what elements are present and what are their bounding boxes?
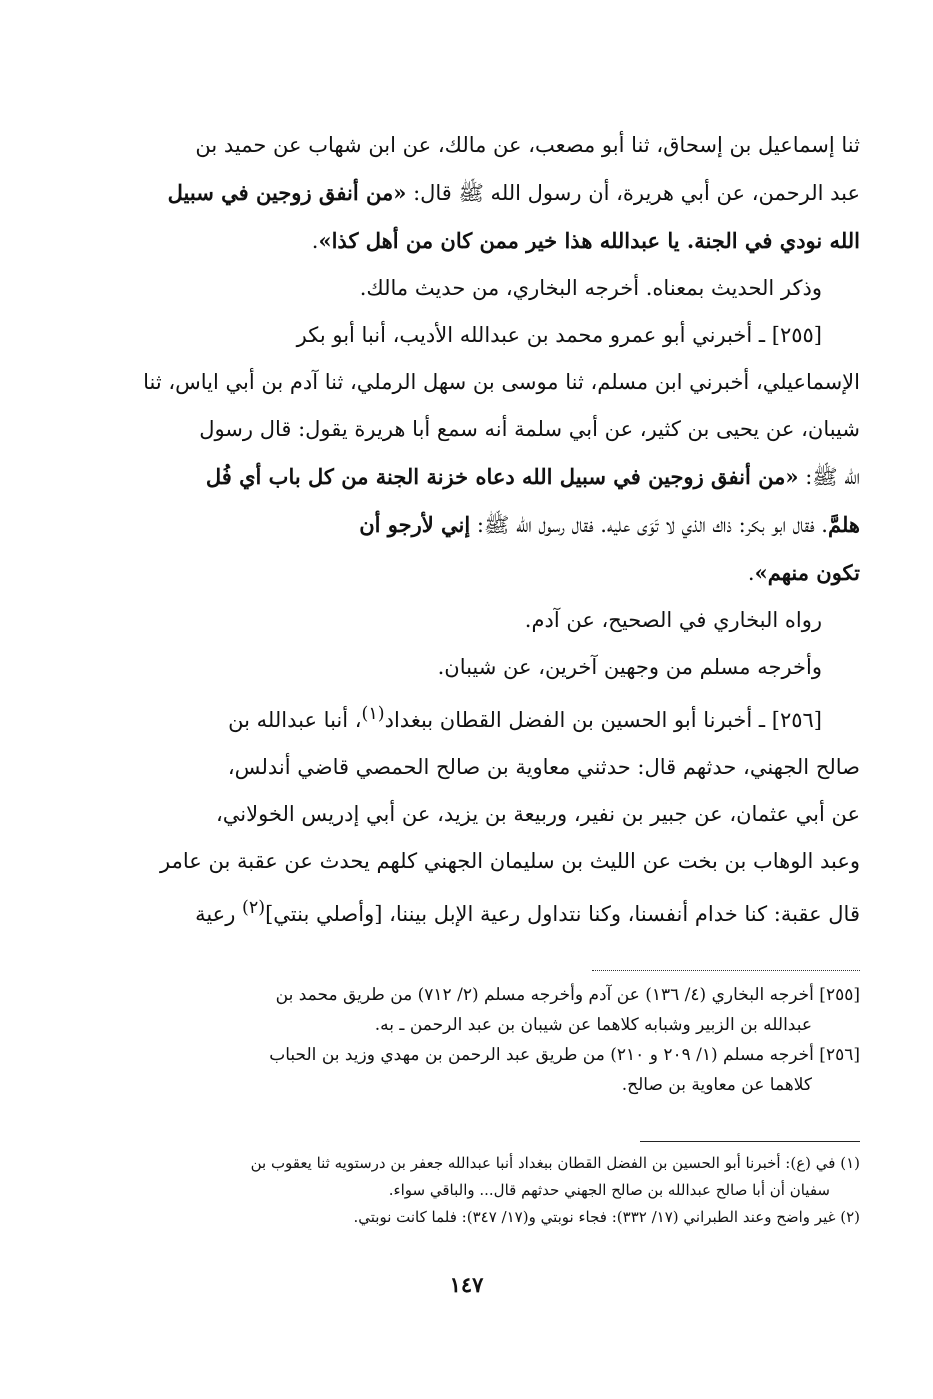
footnote-ref-2: (٢) bbox=[242, 898, 266, 918]
text-line: وعبد الوهاب بن بخت عن الليث بن سليمان الجهني كلهم يحدث عن عقبة بن عامر bbox=[160, 849, 860, 873]
text-line: تكون منهم». bbox=[747, 560, 860, 585]
footnote-line: (٢) غير واضح وعند الطبراني (١٧/ ٣٣٢): فجاء نوبتي و(١٧/ ٣٤٧): فلما كانت نوبتي. bbox=[353, 1208, 860, 1226]
text-line: الله ﷺ: «من أنفق زوجين في سبيل الله دعاه خزنة الجنة من كل باب أي فُل bbox=[205, 464, 860, 489]
takhrij-line: [٢٥٥] أخرجه البخاري (٤/ ١٣٦) عن آدم وأخرجه مسلم (٢/ ٧١٢) من طريق محمد بن bbox=[275, 985, 860, 1005]
text-line: الله نودي في الجنة. يا عبدالله هذا خير ممن كان من أهل كذا». bbox=[311, 228, 860, 253]
main-text bbox=[118, 122, 860, 938]
takhrij-line: كلاهما عن معاوية بن صالح. bbox=[621, 1075, 812, 1095]
takhrij-separator bbox=[592, 970, 860, 971]
text-line: عن أبي عثمان، عن جبير بن نفير، وربيعة بن يزيد، عن أبي إدريس الخولاني، bbox=[216, 802, 860, 826]
takhrij-line: [٢٥٦] أخرجه مسلم (١/ ٢٠٩ و ٢١٠) من طريق عبد الرحمن بن مهدي وزيد بن الحباب bbox=[269, 1045, 860, 1065]
takhrij-notes bbox=[118, 980, 860, 1100]
text-line: قال عقبة: كنا خدام أنفسنا، وكنا نتداول رعية الإبل بيننا، [وأصلي بنتي]$^{(٢)}$ رعية bbox=[195, 898, 860, 926]
text-line: رواه البخاري في الصحيح، عن آدم. bbox=[524, 608, 822, 632]
footnote-line: سفيان أن أبا صالح عبدالله بن صالح الجهني حدثهم قال... والباقي سواء. bbox=[388, 1181, 830, 1199]
text-line: وأخرجه مسلم من وجهين آخرين، عن شيبان. bbox=[437, 655, 822, 679]
text-line: هلمَّ. فقال ابو بكر: ذاك الذي لا تَوَى عليه. فقال رسول الله ﷺ: إني لأرجو أن bbox=[359, 512, 860, 537]
text-line: صالح الجهني، حدثهم قال: حدثني معاوية بن صالح الحمصي قاضي أندلس، bbox=[227, 755, 860, 779]
text-line: الإسماعيلي، أخبرني ابن مسلم، ثنا موسى بن سهل الرملي، ثنا آدم بن أبي اياس، ثنا bbox=[143, 370, 860, 394]
hadith-256-start: [٢٥٦] ـ أخبرنا أبو الحسين بن الفضل القطان ببغداد$^{(١)}$، أنبا عبدالله بن bbox=[228, 704, 822, 732]
page-number: ١٤٧ bbox=[449, 1272, 484, 1297]
text-line: شيبان، عن يحيى بن كثير، عن أبي سلمة أنه سمع أبا هريرة يقول: قال رسول bbox=[199, 417, 860, 441]
text-line: عبد الرحمن، عن أبي هريرة، أن رسول الله ﷺ قال: «من أنفق زوجين في سبيل bbox=[167, 180, 860, 205]
hadith-255-start: [٢٥٥] ـ أخبرني أبو عمرو محمد بن عبدالله الأديب، أنبا أبو بكر bbox=[296, 323, 822, 347]
footnote-ref-1: (١) bbox=[361, 704, 385, 724]
text-line: ثنا إسماعيل بن إسحاق، ثنا أبو مصعب، عن مالك، عن ابن شهاب عن حميد بن bbox=[195, 133, 860, 157]
takhrij-line: عبدالله بن الزبير وشبابه كلاهما عن شيبان بن عبد الرحمن ـ به. bbox=[374, 1015, 812, 1035]
footnote-line: (١) في (ع): أخبرنا أبو الحسين بن الفضل القطان ببغداد أنبا عبدالله جعفر بن درستويه ثنا يعقوب بن bbox=[250, 1154, 860, 1172]
text-line: وذكر الحديث بمعناه. أخرجه البخاري، من حديث مالك. bbox=[359, 276, 822, 300]
footnote-separator bbox=[640, 1141, 860, 1142]
footnotes bbox=[118, 1150, 860, 1231]
